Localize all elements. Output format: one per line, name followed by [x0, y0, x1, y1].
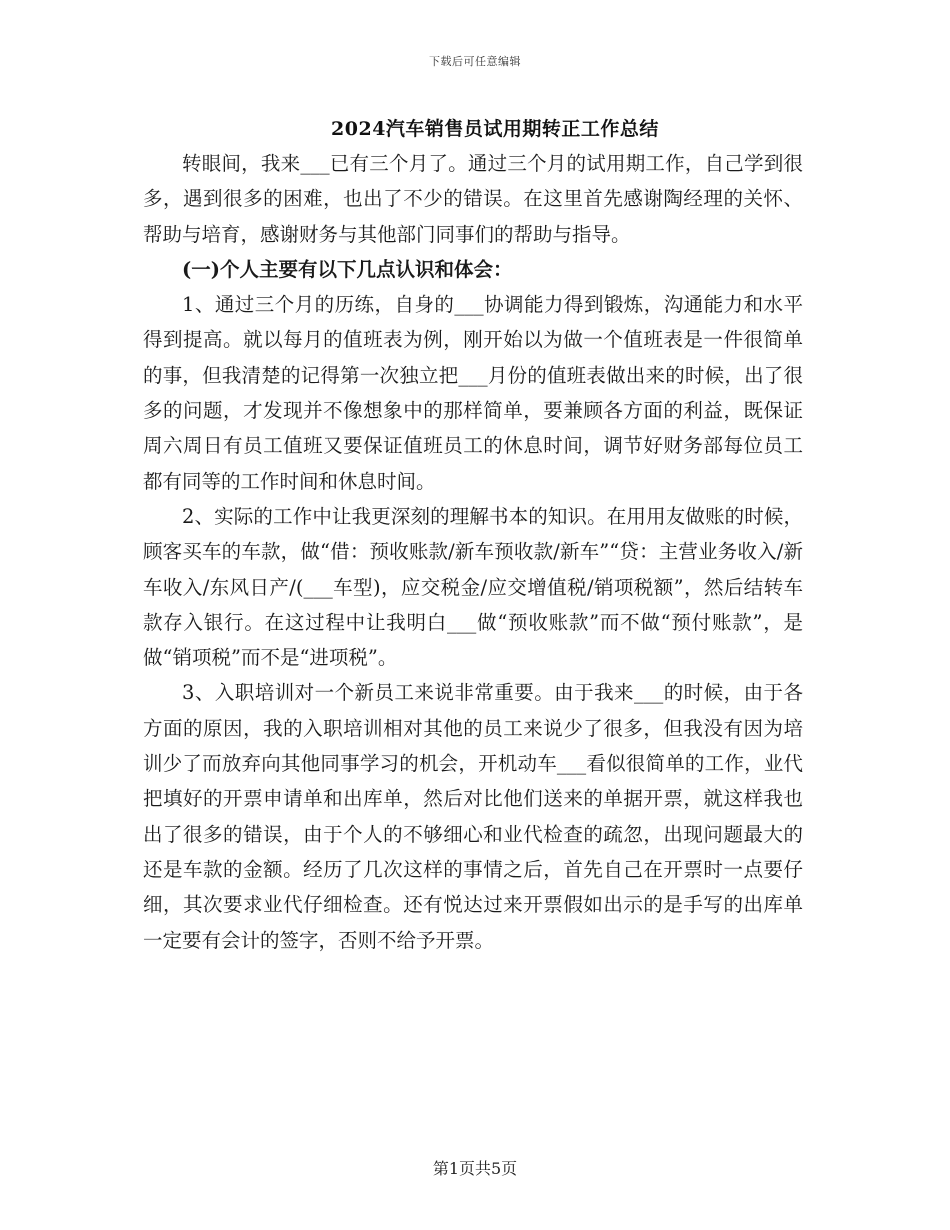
page-number-footer: 第1页共5页 — [432, 1159, 518, 1178]
section-heading: (一)个人主要有以下几点认识和体会： — [182, 257, 513, 281]
document-body — [143, 146, 803, 958]
paragraph-intro: 转眼间，我来___已有三个月了。通过三个月的试用期工作，自己学到很多，遇到很多的困难，也出了不少的错误。在这里首先感谢陶经理的关怀、帮助与培育，感谢财务与其他部门同事们的帮助与指导。 — [143, 152, 803, 246]
paragraph-point-3: 3、入职培训对一个新员工来说非常重要。由于我来___的时候，由于各方面的原因，我的入职培训相对其他的员工来说少了很多，但我没有因为培训少了而放弃向其他同事学习的机会，开机动车___看似很简单的工作，业代把填好的开票申请单和出库单，然后对比他们送来的单据开票，就这样我也出了很多的错误，由于个人的不够细心和业代检查的疏忽，出现问题最大的还是车款的金额。经历了几次这样的事情之后，首先自己在开票时一点要仔细，其次要求业代仔细检查。还有悦达过来开票假如出示的是手写的出库单一定要有会计的签字，否则不给予开票。 — [143, 681, 803, 952]
document-title: 2024汽车销售员试用期转正工作总结 — [331, 118, 659, 140]
header-note: 下载后可任意编辑 — [429, 55, 521, 68]
paragraph-point-1: 1、通过三个月的历练，自身的___协调能力得到锻炼，沟通能力和水平得到提高。就以每月的值班表为例，刚开始以为做一个值班表是一件很简单的事，但我清楚的记得第一次独立把___月份的值班表做出来的时候，出了很多的问题，才发现并不像想象中的那样简单，要兼顾各方面的利益，既保证周六周日有员工值班又要保证值班员工的休息时间，调节好财务部每位员工都有同等的工作时间和休息时间。 — [143, 293, 803, 493]
paragraph-point-2: 2、实际的工作中让我更深刻的理解书本的知识。在用用友做账的时候，顾客买车的车款，做“借：预收账款/新车预收款/新车”“贷：主营业务收入/新车收入/东风日产/(___车型)，应交税金/应交增值税/销项税额”，然后结转车款存入银行。在这过程中让我明白___做“预收账款”而不做“预付账款”，是做“销项税”而不是“进项税”。 — [143, 504, 803, 670]
